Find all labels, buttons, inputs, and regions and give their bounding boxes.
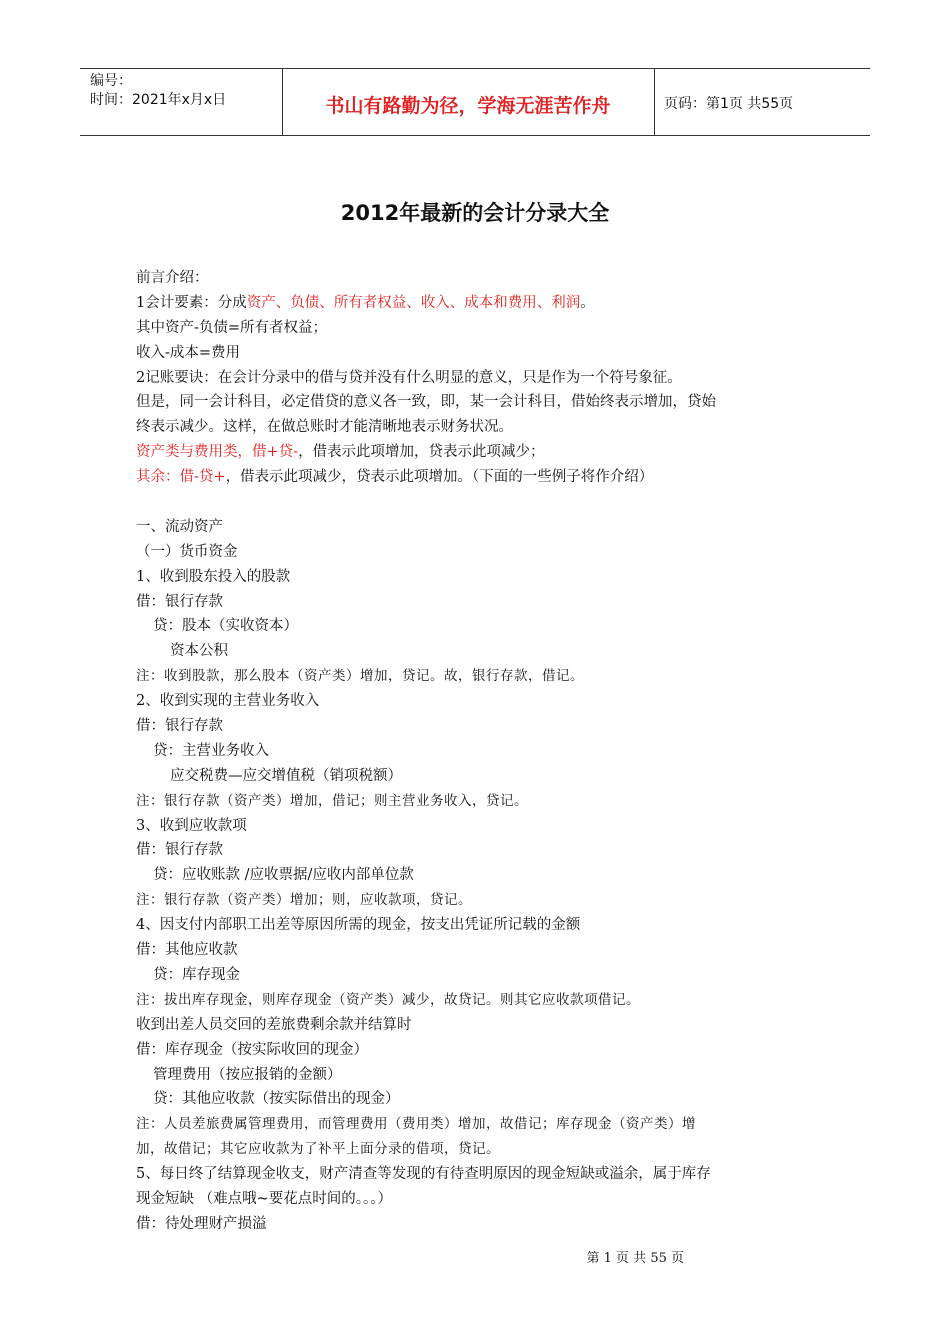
header-divider <box>654 69 655 135</box>
note-line: 注：银行存款（资产类）增加；则，应收款项，贷记。 <box>136 892 472 909</box>
text-line: （一）货币资金 <box>136 543 238 560</box>
text-segment: ，借表示此项增加，贷表示此项减少； <box>298 444 545 461</box>
text-line: 但是，同一会计科目，必定借贷的意义各一致，即，某一会计科目，借始终表示增加，贷始 <box>136 394 716 411</box>
text-line: 5、每日终了结算现金收支，财产清查等发现的有待查明原因的现金短缺或溢余，属于库存 <box>136 1166 711 1183</box>
text-line: 借：待处理财产损溢 <box>136 1215 267 1232</box>
document-title: 2012年最新的会计分录大全 <box>340 201 610 225</box>
text-line: 贷：库存现金 <box>153 966 240 983</box>
text-line: 4、因支付内部职工出差等原因所需的现金，按支出凭证所记载的金额 <box>136 917 581 934</box>
text-line: 管理费用（按应报销的金额） <box>153 1066 342 1083</box>
note-line: 注：人员差旅费属管理费用，而管理费用（费用类）增加，故借记；库存现金（资产类）增 <box>136 1116 696 1133</box>
header-motto: 书山有路勤为径，学海无涯苦作舟 <box>325 95 611 117</box>
highlighted-text: 资产类与费用类，借+贷- <box>136 444 299 461</box>
text-line <box>136 490 826 515</box>
text-line: 借：银行存款 <box>136 593 223 610</box>
note-line: 注：拔出库存现金，则库存现金（资产类）减少，故贷记。则其它应收款项借记。 <box>136 991 640 1008</box>
text-line: 贷：其他应收款（按实际借出的现金） <box>153 1091 400 1108</box>
text-line: 2、收到实现的主营业务收入 <box>136 693 320 710</box>
text-line: 前言介绍： <box>136 270 209 286</box>
text-line: 1、收到股东投入的股款 <box>136 568 291 585</box>
document-body <box>136 266 826 1237</box>
date-line: 时间：2021年x月x日 <box>90 92 227 108</box>
text-line: 贷：股本（实收资本） <box>153 618 298 635</box>
number-label: 编号： <box>90 73 132 89</box>
text-segment: 1会计要素：分成 <box>136 294 247 311</box>
text-line <box>136 465 826 490</box>
page-footer: 第 1 页 共 55 页 <box>586 1251 684 1266</box>
text-line: 借：库存现金（按实际收回的现金） <box>136 1041 368 1058</box>
text-line: 其中资产-负债=所有者权益； <box>136 319 328 336</box>
note-line: 注：银行存款（资产类）增加，借记；则主营业务收入，贷记。 <box>136 792 528 809</box>
text-line: 3、收到应收款项 <box>136 817 247 834</box>
text-line: 现金短缺 （难点哦~要花点时间的。。。） <box>136 1190 393 1207</box>
text-line: 2记账要诀：在会计分录中的借与贷并没有什么明显的意义，只是作为一个符号象征。 <box>136 369 682 386</box>
text-line: 终表示减少。这样，在做总账时才能清晰地表示财务状况。 <box>136 419 513 436</box>
text-line: 借：银行存款 <box>136 842 223 859</box>
highlighted-text: 其余：借-贷+ <box>136 469 226 486</box>
text-line: 贷：应收账款 /应收票据/应收内部单位款 <box>153 867 414 884</box>
text-segment: ，借表示此项减少，贷表示此项增加。（下面的一些例子将作介绍） <box>225 469 654 486</box>
header-page-info: 页码：第1页 共55页 <box>664 96 794 112</box>
note-line: 注：收到股款，那么股本（资产类）增加，贷记。故，银行存款，借记。 <box>136 668 584 685</box>
text-line <box>136 291 826 316</box>
text-line: 应交税费—应交增值税（销项税额） <box>170 767 402 784</box>
page-header <box>80 68 870 136</box>
text-segment: 。 <box>580 294 595 311</box>
text-line <box>136 440 826 465</box>
note-line: 加，故借记；其它应收款为了补平上面分录的借项，贷记。 <box>136 1141 500 1158</box>
text-line: 贷：主营业务收入 <box>153 742 269 759</box>
text-line: 借：其他应收款 <box>136 942 238 959</box>
text-line: 收入-成本=费用 <box>136 344 241 361</box>
text-line: 收到出差人员交回的差旅费剩余款并结算时 <box>136 1016 412 1033</box>
text-line: 一、流动资产 <box>136 518 223 535</box>
text-line: 借：银行存款 <box>136 718 223 735</box>
header-meta <box>90 72 226 110</box>
text-line: 资本公积 <box>170 643 228 660</box>
highlighted-text: 资产、负债、所有者权益、收入、成本和费用、利润 <box>246 294 581 311</box>
